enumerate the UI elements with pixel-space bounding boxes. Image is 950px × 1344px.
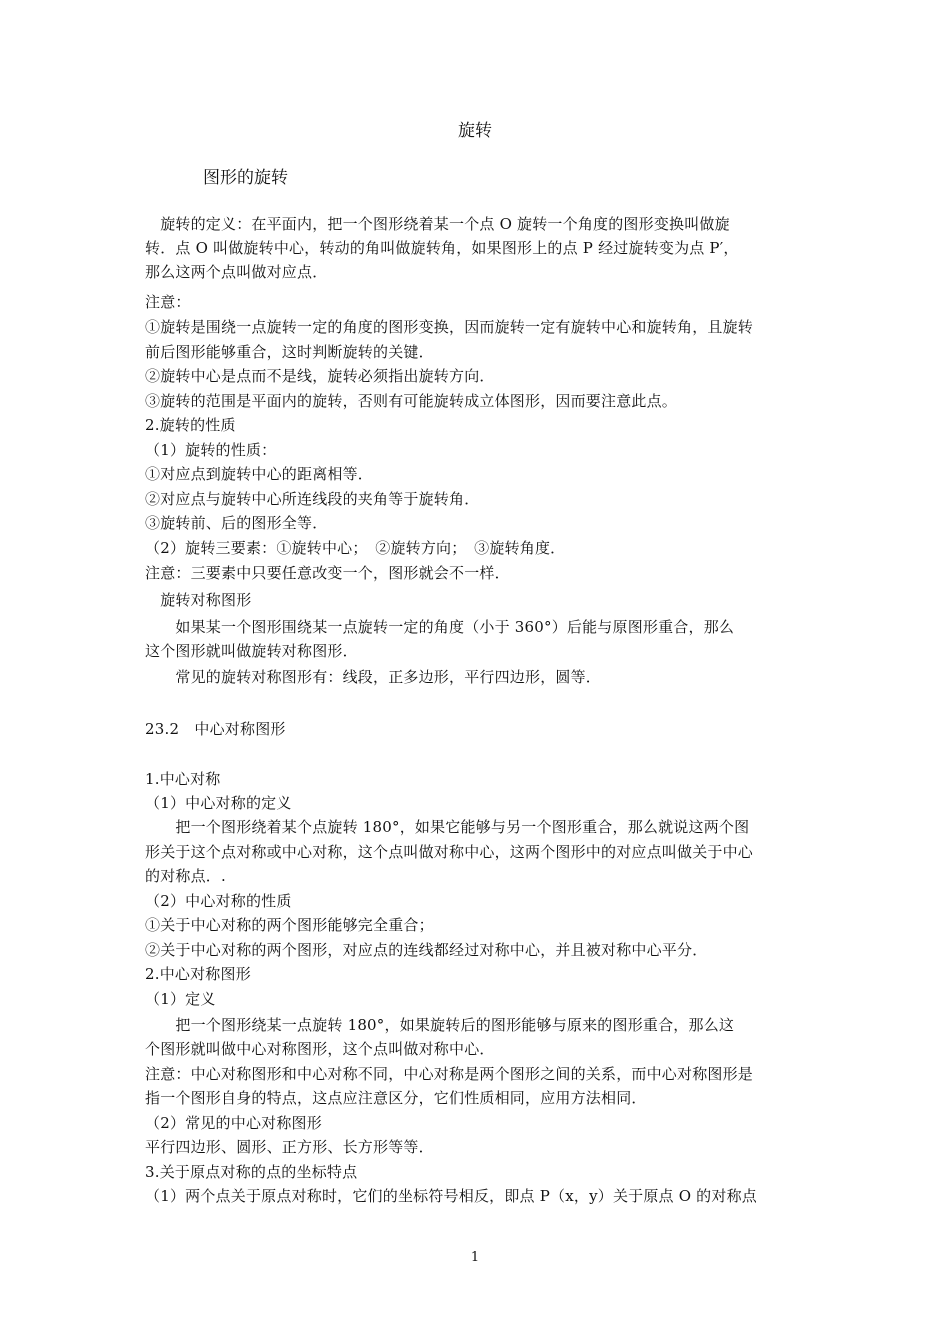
- text-line: 转．点 O 叫做旋转中心，转动的角叫做旋转角，如果图形上的点 P 经过旋转变为点 P′，: [145, 239, 739, 257]
- text-line: 注意：三要素中只要任意改变一个，图形就会不一样．: [145, 564, 510, 582]
- text-line: 注意：中心对称图形和中心对称不同，中心对称是两个图形之间的关系，而中心对称图形是: [145, 1065, 754, 1083]
- text-line: ①对应点到旋转中心的距离相等．: [145, 465, 374, 483]
- text-line: （2）中心对称的性质: [145, 892, 292, 910]
- text-line: 2.中心对称图形: [145, 965, 251, 983]
- text-line: 平行四边形、圆形、正方形、长方形等等．: [145, 1138, 434, 1156]
- text-line: 那么这两个点叫做对应点．: [145, 263, 328, 281]
- text-line: （1）中心对称的定义: [145, 794, 292, 812]
- text-line: ②对应点与旋转中心所连线段的夹角等于旋转角．: [145, 490, 480, 508]
- text-line: 1.中心对称: [145, 770, 221, 788]
- text-line: 注意：: [145, 293, 191, 311]
- text-line: 常见的旋转对称图形有：线段，正多边形，平行四边形，圆等．: [145, 668, 602, 686]
- text-line: ③旋转的范围是平面内的旋转，否则有可能旋转成立体图形，因而要注意此点。: [145, 392, 678, 410]
- text-line: 2.旋转的性质: [145, 416, 236, 434]
- section-heading: 23.2 中心对称图形: [145, 720, 286, 738]
- text-line: 的对称点．.: [145, 867, 226, 885]
- text-line: 把一个图形绕着某个点旋转 180°，如果它能够与另一个图形重合，那么就说这两个图: [145, 818, 750, 836]
- text-line: ①关于中心对称的两个图形能够完全重合；: [145, 916, 434, 934]
- text-line: 旋转对称图形: [145, 591, 252, 609]
- text-line: 把一个图形绕某一点旋转 180°，如果旋转后的图形能够与原来的图形重合，那么这: [145, 1016, 735, 1034]
- text-line: ②关于中心对称的两个图形，对应点的连线都经过对称中心，并且被对称中心平分．: [145, 941, 708, 959]
- text-line: 如果某一个图形围绕某一点旋转一定的角度（小于 360°）后能与原图形重合，那么: [145, 618, 735, 636]
- text-line: （1）定义: [145, 990, 216, 1008]
- text-line: 形关于这个点对称或中心对称，这个点叫做对称中心，这两个图形中的对应点叫做关于中心: [145, 843, 754, 861]
- text-line: ①旋转是围绕一点旋转一定的角度的图形变换，因而旋转一定有旋转中心和旋转角，且旋转: [145, 318, 754, 336]
- text-line: ②旋转中心是点而不是线，旋转必须指出旋转方向．: [145, 367, 495, 385]
- text-line: （2）旋转三要素：①旋转中心； ②旋转方向； ③旋转角度．: [145, 539, 566, 557]
- text-line: ③旋转前、后的图形全等．: [145, 514, 328, 532]
- text-line: 3.关于原点对称的点的坐标特点: [145, 1163, 358, 1181]
- text-line: 个图形就叫做中心对称图形，这个点叫做对称中心．: [145, 1040, 495, 1058]
- text-line: （2）常见的中心对称图形: [145, 1114, 322, 1132]
- section-subtitle: 图形的旋转: [203, 168, 288, 188]
- page-title: 旋转: [458, 121, 492, 141]
- page-number: 1: [470, 1250, 480, 1265]
- text-line: 前后图形能够重合，这时判断旋转的关键．: [145, 343, 434, 361]
- text-line: 指一个图形自身的特点，这点应注意区分，它们性质相同，应用方法相同．: [145, 1089, 647, 1107]
- text-line: 旋转的定义：在平面内，把一个图形绕着某一个点 O 旋转一个角度的图形变换叫做旋: [145, 215, 730, 233]
- text-line: （1）两个点关于原点对称时，它们的坐标符号相反，即点 P（x，y）关于原点 O 的对称点: [145, 1187, 757, 1205]
- text-line: （1）旋转的性质：: [145, 441, 277, 459]
- text-line: 这个图形就叫做旋转对称图形．: [145, 642, 358, 660]
